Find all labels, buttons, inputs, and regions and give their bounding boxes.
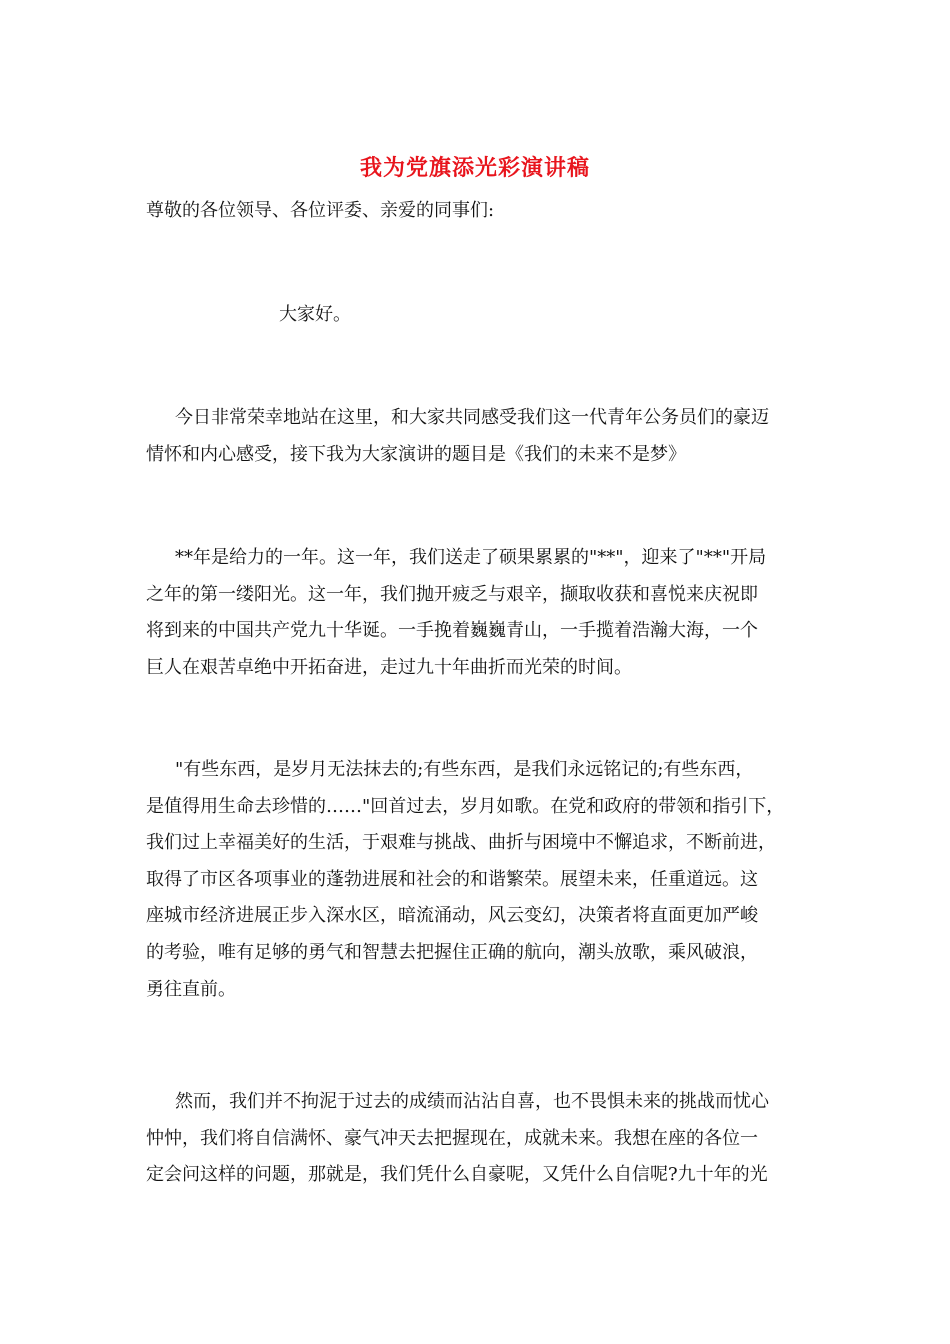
paragraph-line-text: 今日非常荣幸地站在这里，和大家共同感受我们这一代青年公务员们的豪迈 xyxy=(175,407,769,428)
greeting-line: 大家好。 xyxy=(279,304,351,325)
paragraph-line: 定会问这样的问题，那就是，我们凭什么自豪呢，又凭什么自信呢?九十年的光 xyxy=(146,1164,768,1186)
paragraph-line-text: "有些东西，是岁月无法抹去的;有些东西，是我们永远铭记的;有些东西， xyxy=(175,759,754,780)
paragraph-line xyxy=(146,752,826,789)
document-title: 我为党旗添光彩演讲稿 xyxy=(359,155,590,181)
paragraph-line-text: **年是给力的一年。这一年，我们送走了硕果累累的"**"，迎来了"**"开局 xyxy=(175,547,767,568)
paragraph-3 xyxy=(146,752,826,1008)
paragraph-line: 之年的第一缕阳光。这一年，我们抛开疲乏与艰辛，撷取收获和喜悦来庆祝即 xyxy=(146,583,758,605)
paragraph-line: 是值得用生命去珍惜的……"回首过去，岁月如歌。在党和政府的带领和指引下， xyxy=(146,795,785,817)
paragraph-line: 巨人在艰苦卓绝中开拓奋进，走过九十年曲折而光荣的时间。 xyxy=(146,656,632,678)
paragraph-line: 我们过上幸福美好的生活，于艰难与挑战、曲折与困境中不懈追求，不断前进， xyxy=(146,832,776,854)
paragraph-line: 情怀和内心感受，接下我为大家演讲的题目是《我们的未来不是梦》 xyxy=(146,443,686,465)
paragraph-line: 勇往直前。 xyxy=(146,978,236,1000)
paragraph-line-text: 然而，我们并不拘泥于过去的成绩而沾沾自喜，也不畏惧未来的挑战而忧心 xyxy=(175,1091,769,1112)
paragraph-1 xyxy=(146,400,826,473)
paragraph-line: 忡忡，我们将自信满怀、豪气冲天去把握现在，成就未来。我想在座的各位一 xyxy=(146,1127,758,1149)
paragraph-4 xyxy=(146,1084,826,1194)
paragraph-line xyxy=(146,1084,826,1121)
paragraph-line xyxy=(146,540,826,577)
paragraph-line: 座城市经济进展正步入深水区，暗流涌动，风云变幻，决策者将直面更加严峻 xyxy=(146,905,758,927)
paragraph-line: 取得了市区各项事业的蓬勃进展和社会的和谐繁荣。展望未来，任重道远。这 xyxy=(146,868,758,890)
paragraph-line xyxy=(146,400,826,437)
greeting xyxy=(279,297,950,334)
salutation-line: 尊敬的各位领导、各位评委、亲爱的同事们: xyxy=(146,200,495,221)
paragraph-line: 的考验，唯有足够的勇气和智慧去把握住正确的航向，潮头放歌，乘风破浪， xyxy=(146,941,758,963)
paragraph-2 xyxy=(146,540,826,686)
paragraph-line: 将到来的中国共产党九十华诞。一手挽着巍巍青山，一手揽着浩瀚大海，一个 xyxy=(146,620,758,642)
salutation xyxy=(146,193,826,230)
